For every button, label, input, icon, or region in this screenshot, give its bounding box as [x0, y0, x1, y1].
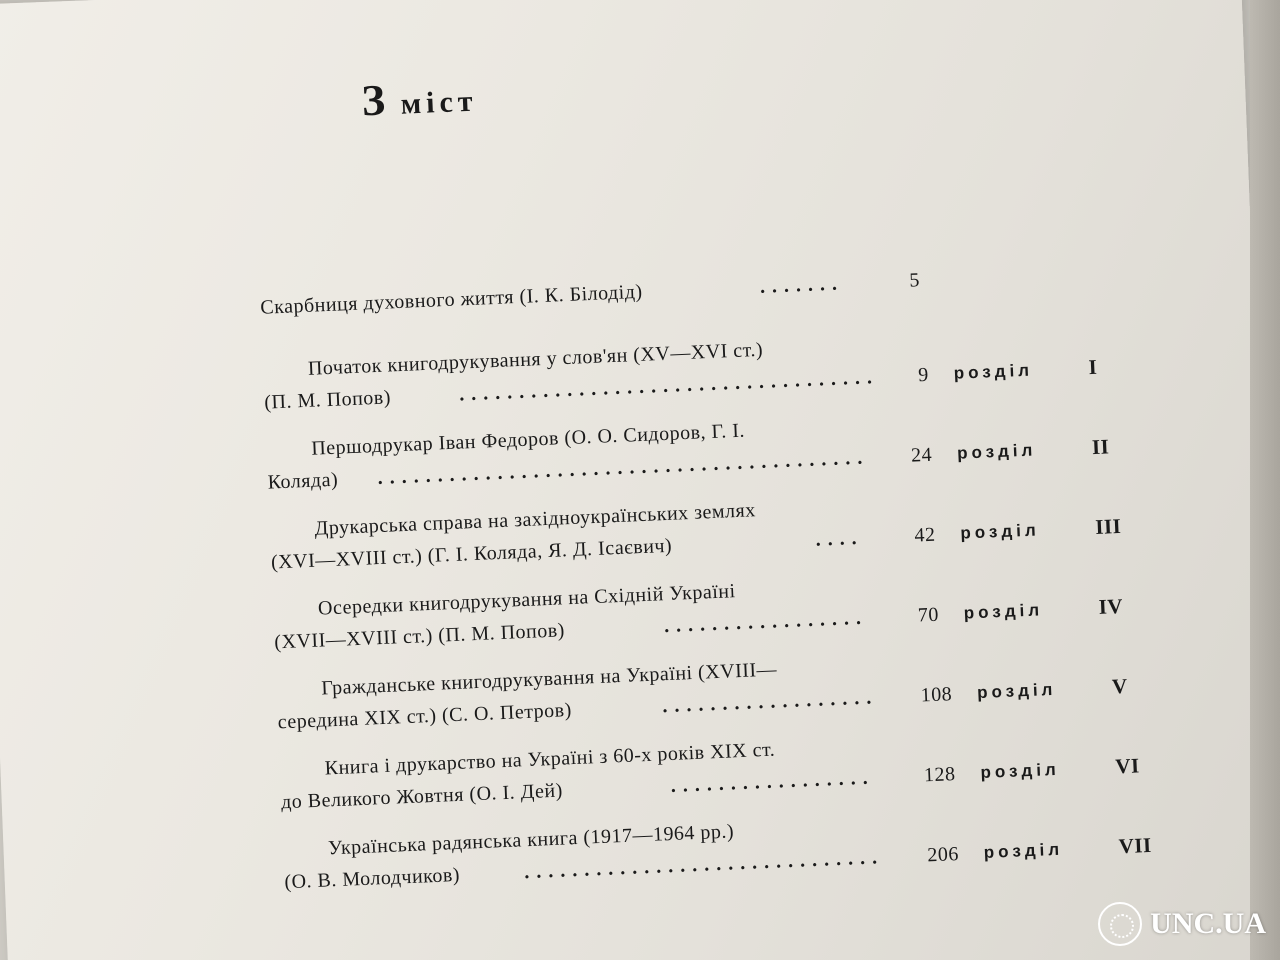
entry-title-line: Початок книгодрукування у слов'ян (XV—XVI ст.) — [307, 338, 764, 380]
entry-title-line: Книга і друкарство на Україні з 60-х років XIX ст. — [324, 738, 776, 780]
entry-title-line: Скарбниця духовного життя (І. К. Білодід) — [259, 280, 644, 319]
entry-page-number: 24 — [910, 443, 933, 467]
entry-page-number: 9 — [917, 363, 930, 387]
dot-leader: ................................... — [458, 365, 880, 406]
section-number: I — [1088, 354, 1098, 380]
watermark-text: UNC.UA — [1150, 907, 1266, 940]
entry-title-line: Українська радянська книга (1917—1964 рр.) — [327, 820, 735, 860]
section-number: III — [1094, 513, 1122, 540]
section-label: розділ — [963, 600, 1044, 623]
section-number: VII — [1118, 832, 1153, 859]
section-label: розділ — [960, 520, 1041, 543]
entry-title-line: Першодрукар Іван Федоров (О. О. Сидоров, Г. І. — [310, 419, 746, 460]
section-label: розділ — [956, 440, 1037, 463]
entry-title-line: середина XIX ст.) (С. О. Петров) — [277, 699, 573, 734]
entry-page-number: 206 — [926, 843, 960, 867]
section-number: IV — [1098, 593, 1124, 619]
title-initial: З — [360, 75, 390, 126]
entry-page-number: 5 — [908, 269, 921, 292]
entry-title-line: (П. М. Попов) — [263, 386, 392, 414]
section-number: II — [1091, 434, 1110, 460]
section-label: розділ — [980, 759, 1061, 783]
watermark — [1098, 902, 1266, 946]
dot-leader: ......................................... — [377, 446, 870, 490]
entry-title-line: (XVI—XVIII ст.) (Г. І. Коляда, Я. Д. Ісаєвич) — [270, 534, 673, 574]
dot-leader: .................. — [661, 686, 879, 718]
entry-title-line: Осередки книгодрукування на Східній Україні — [317, 580, 736, 620]
section-number: VI — [1114, 753, 1141, 779]
entry-title-line: (О. В. Молодчиков) — [284, 863, 461, 894]
entry-page-number: 70 — [917, 603, 940, 627]
page-edge — [1250, 0, 1280, 960]
section-label: розділ — [953, 360, 1034, 383]
dot-leader: .... — [815, 526, 865, 551]
page-title — [361, 71, 479, 127]
section-number: V — [1111, 673, 1129, 699]
entry-title-line: Гражданське книгодрукування на Україні (XVIII— — [320, 658, 778, 700]
section-label: розділ — [983, 839, 1064, 862]
dot-leader: ....... — [759, 272, 845, 298]
dot-leader: ................. — [670, 766, 876, 798]
title-rest: міст — [400, 84, 479, 121]
coin-logo-icon — [1098, 902, 1142, 946]
entry-page-number: 108 — [920, 683, 953, 707]
entry-title-line: (XVII—XVIII ст.) (П. М. Попов) — [273, 619, 566, 654]
entry-title-line: до Великого Жовтня (О. І. Дей) — [280, 779, 564, 814]
entry-page-number: 42 — [914, 523, 936, 547]
entry-title-line: Коляда) — [267, 468, 339, 494]
dot-leader: .............................. — [523, 846, 885, 884]
entry-page-number: 128 — [923, 763, 956, 787]
section-label: розділ — [976, 679, 1057, 703]
entry-title-line: Друкарська справа на західноукраїнських землях — [314, 499, 757, 540]
dot-leader: ................. — [663, 606, 869, 638]
